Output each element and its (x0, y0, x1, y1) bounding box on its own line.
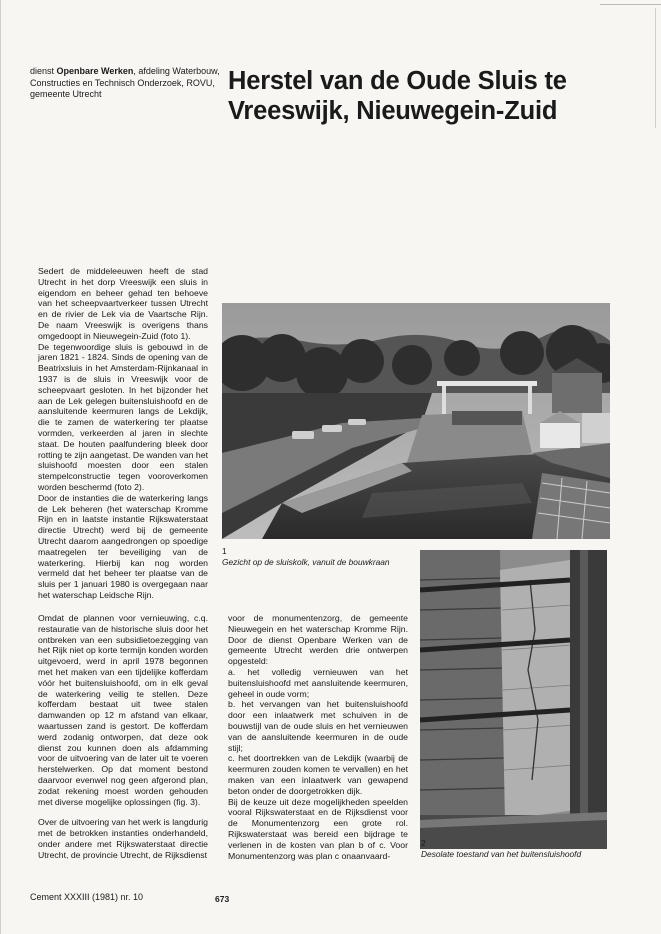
author-affiliation: dienst Openbare Werken, afdeling Waterbouw, Constructies en Technisch Onderzoek, ROVU, gemeente Utrecht (30, 66, 220, 100)
paragraph: De tegenwoordige sluis is gebouwd in de jaren 1821 - 1824. Sinds de opening van de Beatrixsluis in het Amsterdam-Rijnkanaal in 1937 is de sluis in Vreeswijk voor de scheepvaart gesloten. In het bijzonder het aan de Lek gelegen buitensluishoofd en de aansluitende keermuren langs de Lekdijk, die te zamen de waterkering ter plaatse vormden, verkeerden al jaren in slechte staat. De houten paalfundering bleek door rotting te zijn aangetast. De wanden van het sluishoofd moesten door een stalen stempelconstructie tegen vooroverkomen worden beschermd (foto 2). (38, 341, 208, 492)
paragraph: c. het doortrekken van de Lekdijk (waarbij de keermuren zouden komen te vervallen) en het maken van een inlaatwerk van gewapend beton onder de doorgetrokken dijk. (228, 753, 408, 796)
column-1-top (38, 266, 208, 611)
column-2 (228, 613, 408, 861)
article-title-line-2: Vreeswijk, Nieuwegein-Zuid (228, 97, 558, 125)
author-organisation: Openbare Werken (56, 66, 134, 76)
paragraph: b. het vervangen van het buitensluishoofd door een inlaatwerk met schuiven in de bouwstijl van de oude sluis en het vernieuwen van de aansluitende keermuren in de oude stijl; (228, 699, 408, 753)
caption-text: Gezicht op de sluiskolk, vanuit de bouwkraan (222, 556, 390, 567)
caption-number: 2 (421, 838, 426, 848)
paragraph: a. het volledig vernieuwen van het buitensluishoofd met aansluitende keermuren, geheel in oude vorm; (228, 666, 408, 699)
scan-edge-line (655, 8, 656, 128)
paragraph: Door de instanties die de waterkering langs de Lek beheren (het waterschap Kromme Rijn en in laatste instantie Rijkswaterstaat directie Utrecht) werd bij de gemeente Utrecht daarom aangedrongen op spoedige maatregelen ter beveiliging van de waterkering. Hierbij kan nog worden vermeld dat het beheer ter plaatse van de sluis per 1 januari 1980 is overgegaan naar het waterschap Leidsche Rijn. (38, 492, 208, 600)
article-title-line-1: Herstel van de Oude Sluis te (228, 67, 567, 95)
photo-lock-chamber (222, 303, 610, 539)
caption-photo-1 (222, 546, 392, 568)
caption-text: Desolate toestand van het buitensluishoofd (421, 848, 582, 859)
paragraph: voor de monumentenzorg, de gemeente Nieuwegein en het waterschap Kromme Rijn. Door de dienst Openbare Werken van de gemeente Utrecht werden drie ontwerpen opgesteld: (228, 613, 408, 667)
journal-reference: Cement XXXIII (1981) nr. 10 (30, 892, 144, 902)
scan-edge-line (600, 4, 661, 5)
photo-lock-head (420, 550, 607, 849)
caption-photo-2 (421, 838, 607, 860)
page-number: 673 (215, 894, 230, 904)
paragraph: Over de uitvoering van het werk is langdurig met de betrokken instanties onderhandeld, onder andere met Rijkswaterstaat directie Utrecht, de provincie Utrecht, de Rijksdienst (38, 817, 208, 860)
paragraph: Omdat de plannen voor vernieuwing, c.q. restauratie van de historische sluis door het ontbreken van een subsidietoezegging van het Rijk niet op korte termijn konden worden uitgevoerd, werd in april 1978 begonnen met het maken van een tijdelijke kofferdam vóór het buitensluishoofd, om in elk geval de waterkering veilig te stellen. Deze kofferdam bestaat uit twee stalen damwanden op 12 m afstand van elkaar, waartussen zand is gestort. De kofferdam werd zodanig ontworpen, dat deze ook dienst zou kunnen doen als afdamming voor de uitvoering van de later uit te voeren herstelwerken. Op dat moment bestond daarvoor evenwel nog geen afgerond plan, zodat rekening moest worden gehouden met diverse mogelijke oplossingen (fig. 3). (38, 613, 208, 807)
article-title (228, 66, 648, 126)
paragraph: Bij de keuze uit deze mogelijkheden speelden vooral Rijkswaterstaat en de Rijksdienst voor de Monumentenzorg een grote rol. Rijkswaterstaat was bereid een bijdrage te verlenen in de kosten van plan b of c. Voor Monumentenzorg was plan c onaanvaard- (228, 796, 408, 861)
caption-number: 1 (222, 546, 227, 556)
column-1-bottom (38, 613, 208, 871)
paragraph: Sedert de middeleeuwen heeft de stad Utrecht in het dorp Vreeswijk een sluis in eigendom en beheer gehad ten behoeve van het scheepvaartverkeer tussen Utrecht en de rivier de Lek via de Vaartsche Rijn. De naam Vreeswijk is overigens thans omgedoopt in Nieuwegein-Zuid (foto 1). (38, 266, 208, 341)
